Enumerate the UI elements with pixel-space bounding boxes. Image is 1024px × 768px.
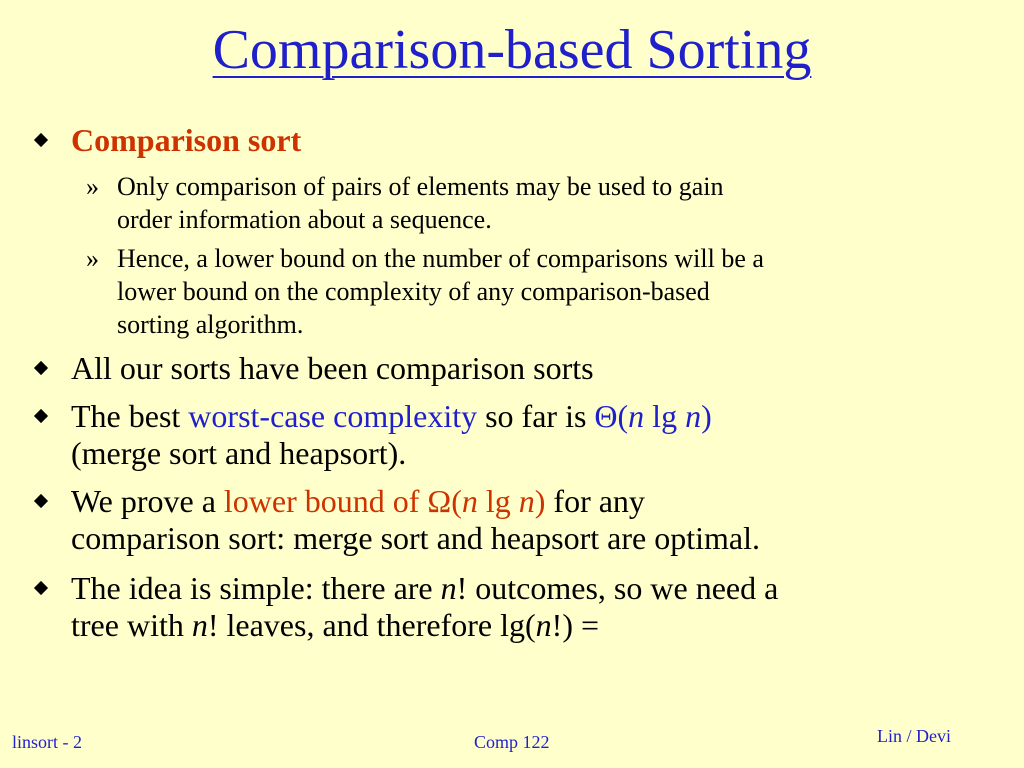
chevron-bullet-icon: » bbox=[86, 172, 99, 201]
bullet-text-line2: (merge sort and heapsort). bbox=[71, 435, 407, 471]
footer-left: linsort - 2 bbox=[12, 732, 82, 752]
sub-text-line2: order information about a sequence. bbox=[117, 205, 492, 234]
diamond-bullet-icon bbox=[34, 409, 48, 423]
footer-center: Comp 122 bbox=[474, 732, 550, 752]
sub-text-line1: Only comparison of pairs of elements may be used to gain bbox=[117, 172, 724, 201]
bullet-text-line1: We prove a lower bound of Ω(n lg n) for any bbox=[71, 483, 645, 519]
bullet-text-line2: tree with n! leaves, and therefore lg(n!) = bbox=[71, 607, 600, 643]
footer-right: Lin / Devi bbox=[877, 726, 951, 746]
diamond-bullet-icon bbox=[34, 581, 48, 595]
diamond-bullet-icon bbox=[34, 494, 48, 508]
diamond-bullet-icon bbox=[34, 361, 48, 375]
chevron-bullet-icon: » bbox=[86, 244, 99, 273]
bullet-text-line1: The best worst-case complexity so far is Θ(n lg n) bbox=[71, 398, 712, 434]
sub-text-line2: lower bound on the complexity of any comparison-based bbox=[117, 277, 710, 306]
slide-title: Comparison-based Sorting bbox=[212, 19, 812, 81]
bullet-text: Comparison sort bbox=[71, 122, 302, 158]
sub-text-line1: Hence, a lower bound on the number of comparisons will be a bbox=[117, 244, 764, 273]
sub-text-line3: sorting algorithm. bbox=[117, 310, 304, 339]
bullet-text-line1: The idea is simple: there are n! outcomes, so we need a bbox=[71, 570, 779, 606]
bullet-text: All our sorts have been comparison sorts bbox=[71, 350, 594, 386]
bullet-text-line2: comparison sort: merge sort and heapsort are optimal. bbox=[71, 520, 760, 556]
diamond-bullet-icon bbox=[34, 133, 48, 147]
